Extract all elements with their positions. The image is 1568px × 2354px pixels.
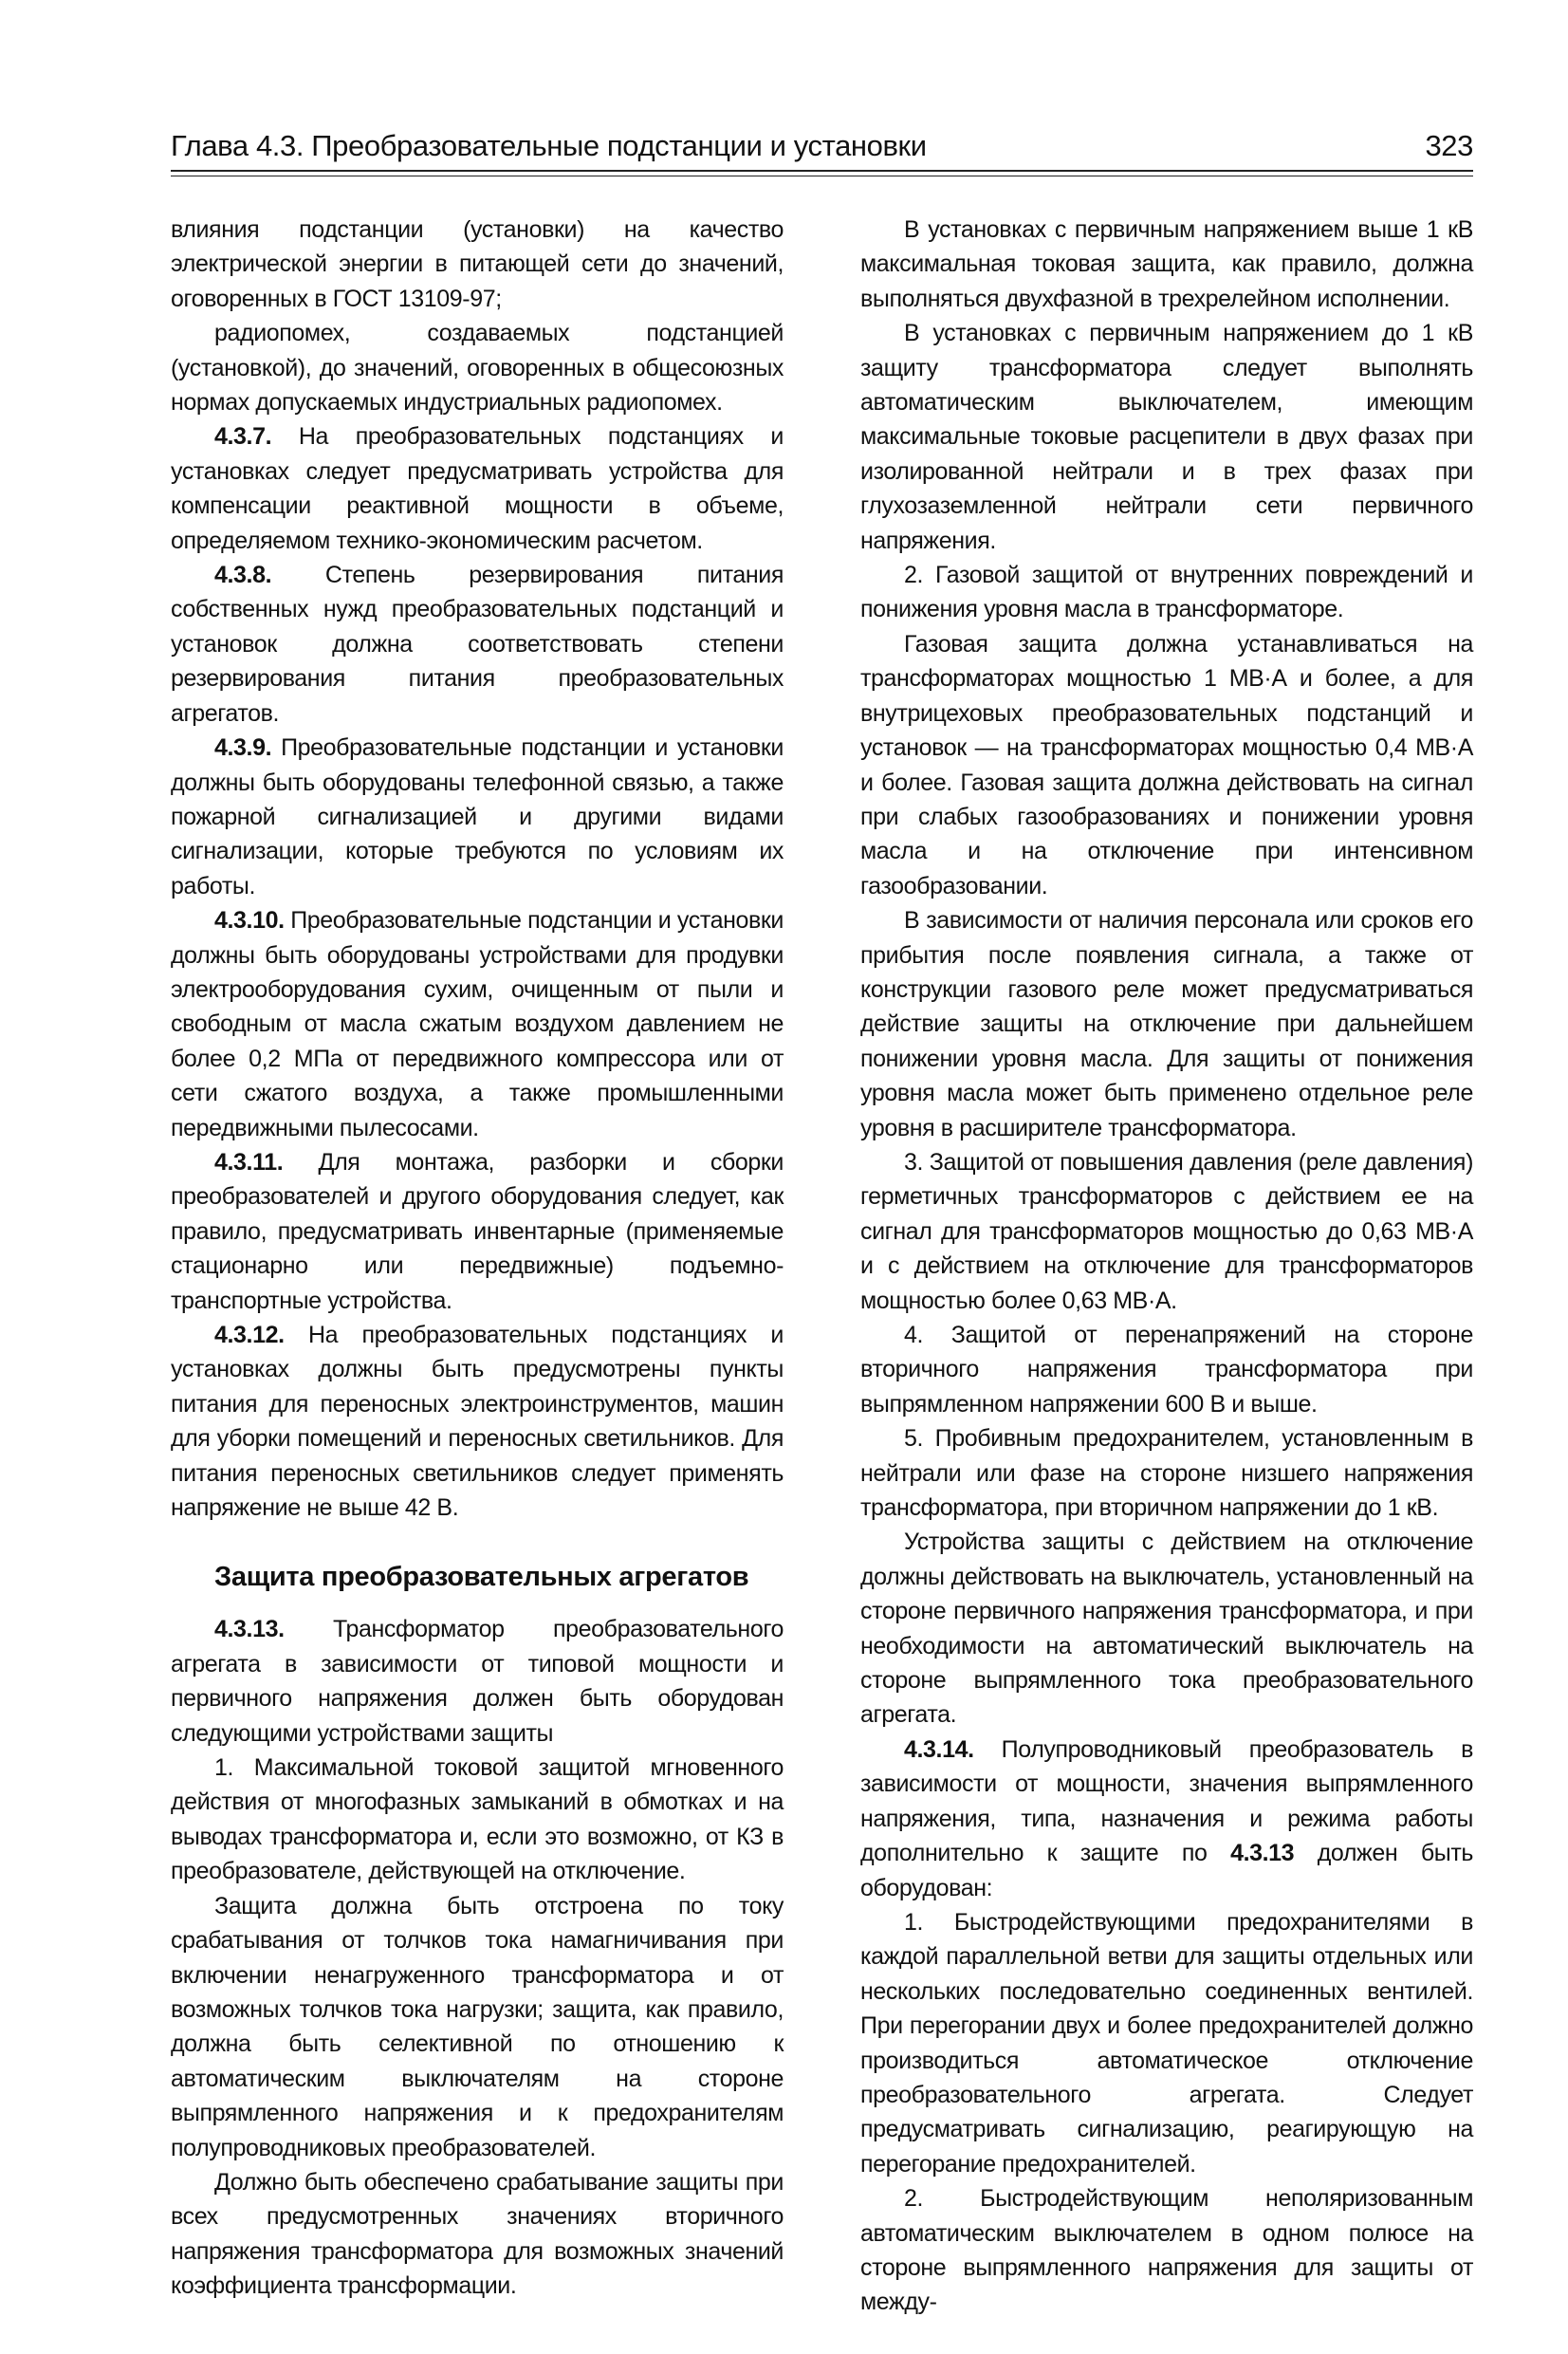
paragraph bbox=[171, 419, 784, 558]
clause-number: 4.3.11. bbox=[214, 1148, 284, 1176]
paragraph: 3. Защитой от повышения давления (реле давления) герметичных трансформаторов с действием ее на сигнал для трансформаторов мощностью до 0,63 МВ·А и с действием на отключение для трансформаторов мощностью более 0,63 МВ·А. bbox=[860, 1148, 1473, 1314]
paragraph: Должно быть обеспечено срабатывание защиты при всех предусмотренных значениях вторичного напряжения трансформатора для возможных значений коэффициента трансформации. bbox=[171, 2168, 784, 2300]
left-column bbox=[171, 213, 784, 2320]
paragraph: влияния подстанции (установки) на качество электрической энергии в питающей сети до значений, оговоренных в ГОСТ 13109-97; bbox=[171, 216, 784, 312]
paragraph: 1. Максимальной токовой защитой мгновенного действия от многофазных замыканий в обмотках и на выводах трансформатора и, если это возможно, от КЗ в преобразователе, действующей на отключение. bbox=[171, 1754, 784, 1885]
paragraph: Газовая защита должна устанавливаться на трансформаторах мощностью 1 МВ·А и более, а для внутрицеховых преобразовательных подстанций и установок — на трансформаторах мощностью 0,4 МВ·А и более. Газовая защита должна действовать на сигнал при слабых газообразованиях и понижении уровня масла и на отключение при интенсивном газообразовании. bbox=[860, 630, 1473, 899]
paragraph: 5. Пробивным предохранителем, установленным в нейтрали или фазе на стороне низшего напряжения трансформатора, при вторичном напряжении до 1 кВ. bbox=[860, 1425, 1473, 1522]
paragraph bbox=[860, 1733, 1473, 1905]
page-header bbox=[171, 128, 1473, 172]
paragraph bbox=[171, 1145, 784, 1318]
chapter-title: Глава 4.3. Преобразовательные подстанции и установки bbox=[171, 129, 927, 162]
paragraph bbox=[171, 1612, 784, 1751]
paragraph: 2. Быстродействующим неполяризованным автоматическим выключателем в одном полюсе на стороне выпрямленного напряжения для защиты от между- bbox=[860, 2185, 1473, 2316]
paragraph bbox=[171, 1318, 784, 1525]
paragraph: В установках с первичным напряжением до 1 кВ защиту трансформатора следует выполнять автоматическим выключателем, имеющим максимальные токовые расцепители в двух фазах при изолированной нейтрали и в трех фазах при глухозаземленной нейтрали сети первичного напряжения. bbox=[860, 320, 1473, 554]
paragraph: 2. Газовой защитой от внутренних повреждений и понижения уровня масла в трансформаторе. bbox=[860, 562, 1473, 623]
clause-number: 4.3.9. bbox=[214, 734, 272, 762]
clause-number: 4.3.13. bbox=[214, 1616, 285, 1643]
clause-text: Преобразовательные подстанции и установки должны быть оборудованы устройствами для продувки электрооборудования сухим, очищенным от пыли и свободным от масла сжатым воздухом давлением не более 0,2 МПа от передвижного компрессора или от сети сжатого воздуха, а также промышленными передвижными пылесосами. bbox=[171, 907, 784, 1141]
paragraph: Устройства защиты с действием на отключение должны действовать на выключатель, установленный на стороне первичного напряжения трансформатора, и при необходимости на автоматический выключатель на стороне выпрямленного тока преобразовательного агрегата. bbox=[860, 1529, 1473, 1729]
paragraph: В зависимости от наличия персонала или сроков его прибытия после появления сигнала, а также от конструкции газового реле может предусматриваться действие защиты на отключение при дальнейшем понижении уровня масла. Для защиты от понижения уровня масла может быть применено отдельное реле уровня в расширителе трансформатора. bbox=[860, 907, 1473, 1141]
paragraph: 1. Быстродействующими предохранителями в каждой параллельной ветви для защиты отдельных или нескольких последовательно соединенных вентилей. При перегорании двух и более предохранителей должно производиться автоматическое отключение преобразовательного агрегата. Следует предусматривать сигнализацию, реагирующую на перегорание предохранителей. bbox=[860, 1908, 1473, 2178]
paragraph bbox=[171, 903, 784, 1145]
clause-number: 4.3.12. bbox=[214, 1322, 285, 1348]
clause-number: 4.3.14. bbox=[904, 1735, 974, 1763]
section-title: Защита преобразовательных агрегатов bbox=[214, 1562, 749, 1593]
text-columns bbox=[171, 213, 1473, 2320]
clause-text: Полупроводниковый преобразователь в зависимости от мощности, значения выпрямленного напряжения, типа, назначения и режима работы дополнительно к защите по bbox=[860, 1735, 1473, 1867]
paragraph: радиопомех, создаваемых подстанцией (установкой), до значений, оговоренных в общесоюзных нормах допускаемых индустриальных радиопомех. bbox=[171, 320, 784, 417]
clause-text: Для монтажа, разборки и сборки преобразователей и другого оборудования следует, как правило, предусматривать инвентарные (применяемые стационарно или передвижные) подъемно-транспортные устройства. bbox=[171, 1148, 784, 1314]
clause-text: Степень резервирования питания собственных нужд преобразовательных подстанций и установок должна соответствовать степени резервирования питания преобразовательных агрегатов. bbox=[171, 562, 784, 727]
clause-number: 4.3.8. bbox=[214, 562, 272, 589]
clause-text: должен быть оборудован: bbox=[860, 1840, 1473, 1901]
clause-text: Преобразовательные подстанции и установки должны быть оборудованы телефонной связью, а также пожарной сигнализацией и другими видами сигнализации, которые требуются по условиям их работы. bbox=[171, 734, 784, 899]
paragraph: 4. Защитой от перенапряжений на стороне вторичного напряжения трансформатора при выпрямленном напряжении 600 В и выше. bbox=[860, 1322, 1473, 1418]
paragraph bbox=[171, 558, 784, 731]
clause-text: На преобразовательных подстанциях и установках должны быть предусмотрены пункты питания для переносных электроинструментов, машин для уборки помещений и переносных светильников. Для питания переносных светильников следует применять напряжение не выше 42 В. bbox=[171, 1322, 784, 1522]
paragraph bbox=[171, 731, 784, 903]
page-number: 323 bbox=[1425, 129, 1473, 162]
clause-number: 4.3.7. bbox=[214, 423, 272, 451]
clause-number: 4.3.10. bbox=[214, 907, 285, 935]
clause-text: На преобразовательных подстанциях и установках следует предусматривать устройства для компенсации реактивной мощности в объеме, определяемом технико-экономическим расчетом. bbox=[171, 423, 784, 554]
clause-reference: 4.3.13 bbox=[1230, 1840, 1295, 1867]
right-column bbox=[860, 213, 1473, 2320]
clause-text: Трансформатор преобразовательного агрегата в зависимости от типовой мощности и первичного напряжения должен быть оборудован следующими устройствами защиты bbox=[171, 1616, 784, 1747]
paragraph: Защита должна быть отстроена по току срабатывания от толчков тока намагничивания при включении ненагруженного трансформатора и от возможных толчков тока нагрузки; защита, как правило, должна быть селективной по отношению к автоматическим выключателям на стороне выпрямленного напряжения и к предохранителям полупроводниковых преобразователей. bbox=[171, 1892, 784, 2161]
paragraph: В установках с первичным напряжением выше 1 кВ максимальная токовая защита, как правило, должна выполняться двухфазной в трехрелейном исполнении. bbox=[860, 216, 1473, 312]
